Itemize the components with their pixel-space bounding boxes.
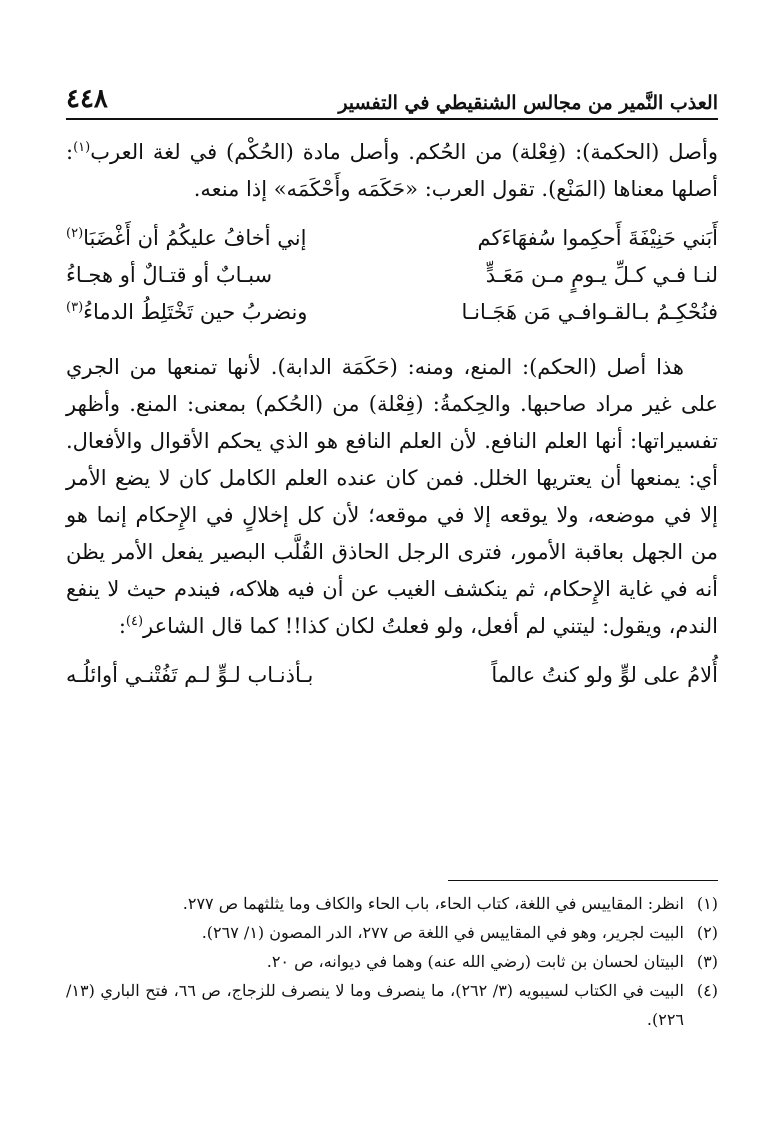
paragraph-1-text-b: : أصلها معناها (المَنْع). تقول العرب: «حَكَمَه وأَحْكَمَه» إذا منعه. xyxy=(66,140,718,201)
closing-verse xyxy=(66,657,718,694)
paragraph-1 xyxy=(66,134,718,208)
verse-2-second-hemistich: سبـابٌ أو قتـالٌ أو هجـاءُ xyxy=(66,263,273,287)
footnote-number: (٢) xyxy=(696,923,718,942)
main-text-continued xyxy=(66,349,718,645)
verse-line xyxy=(66,257,718,294)
footnote-ref-1: (١) xyxy=(73,140,91,155)
verse-line xyxy=(66,294,718,331)
footnote-ref-3: (٣) xyxy=(66,300,84,315)
verse-line xyxy=(66,220,718,257)
page-header xyxy=(66,80,718,120)
verse-3-first-hemistich: فنُحْكِـمُ بـالقـوافـي مَن هَجَـانـا xyxy=(461,300,718,324)
verse-1-first-hemistich: أَبَني حَنِيْفَةَ أَحكِموا سُفهَاءَكم xyxy=(477,226,718,250)
footnote-item xyxy=(66,976,718,1034)
verse-1-second-hemistich xyxy=(66,220,372,257)
footnote-number: (١) xyxy=(696,894,718,913)
footnote-number: (٤) xyxy=(696,981,718,1000)
paragraph-2-text-a: هذا أصل (الحكم): المنع، ومنه: (حَكَمَة الدابة). لأنها تمنعها من الجري على غير مراد صاحبها. والحِكمةُ: (فِعْلة) من (الحُكم) بمعنى: المنع. وأظهر تفسيراتها: أنها العلم النافع. لأن العلم النافع هو الذي يحكم الأقوال والأفعال. أي: يمنعها أن يعتريها الخلل. فمن كان عنده العلم الكامل كان لا يضع الأمر إلا في موضعه، ولا يوقعه إلا في موقعه؛ لأن كل إخلالٍ في الإِحكام إنما هو من الجهل بعاقبة الأمور، فترى الرجل الحاذق القُلَّب البصير يفعل الأمر يظن أنه في غاية الإِحكام، ثم ينكشف الغيب عن أن فيه هلاكه، فيندم حيث لا ينفع الندم، ويقول: ليتني لم أفعل، ولو فعلتُ لكان كذا!! كما قال الشاعر xyxy=(66,355,718,638)
page-body xyxy=(66,80,718,694)
footnote-text: البيتان لحسان بن ثابت (رضي الله عنه) وهما في ديوانه، ص ٢٠. xyxy=(266,952,684,971)
paragraph-2 xyxy=(66,349,718,645)
verse-2-first-hemistich: لنـا فـي كـلِّ يـومٍ مـن مَعَـدٍّ xyxy=(485,263,718,287)
footnote-text: البيت لجرير، وهو في المقاييس في اللغة ص ٢٧٧، الدر المصون (١/ ٢٦٧). xyxy=(201,923,684,942)
footnote-ref-2: (٢) xyxy=(66,226,84,241)
footnote-item xyxy=(66,947,718,976)
verse-3-second-hemistich xyxy=(66,294,372,331)
closing-verse-first-hemistich: أُلامُ على لوٍّ ولو كنتُ عالماً xyxy=(491,663,718,687)
verse-1-second-text: إني أخافُ عليكُمُ أن أَغْضَبَا xyxy=(83,226,307,250)
page-number: ٤٤٨ xyxy=(66,84,108,114)
footnote-item xyxy=(66,918,718,947)
paragraph-1-text-a: وأصل (الحكمة): (فِعْلة) من الحُكم. وأصل مادة (الحُكْم) في لغة العرب xyxy=(90,140,718,164)
footnote-item xyxy=(66,889,718,918)
main-text xyxy=(66,134,718,208)
footnotes xyxy=(66,880,718,1034)
running-title: العذب النَّمير من مجالس الشنقيطي في التفسير xyxy=(338,92,718,114)
footnote-number: (٣) xyxy=(696,952,718,971)
footnote-text: انظر: المقاييس في اللغة، كتاب الحاء، باب الحاء والكاف وما يثلثهما ص ٢٧٧. xyxy=(182,894,684,913)
paragraph-2-text-b: : xyxy=(118,614,126,638)
footnote-divider xyxy=(448,880,718,881)
footnote-text: البيت في الكتاب لسيبويه (٣/ ٢٦٢)، ما ينصرف وما لا ينصرف للزجاج، ص ٦٦، فتح الباري (١٣/ ٢٢٦). xyxy=(66,981,685,1029)
footnote-ref-4: (٤) xyxy=(125,614,144,629)
poem-verses xyxy=(66,220,718,331)
closing-verse-second-hemistich: بـأذنـاب لـوٍّ لـم تَفُتْنـي أوائلُـه xyxy=(66,663,314,687)
verse-3-second-text: ونضربُ حين تَخْتَلِطُ الدماءُ xyxy=(83,300,308,324)
